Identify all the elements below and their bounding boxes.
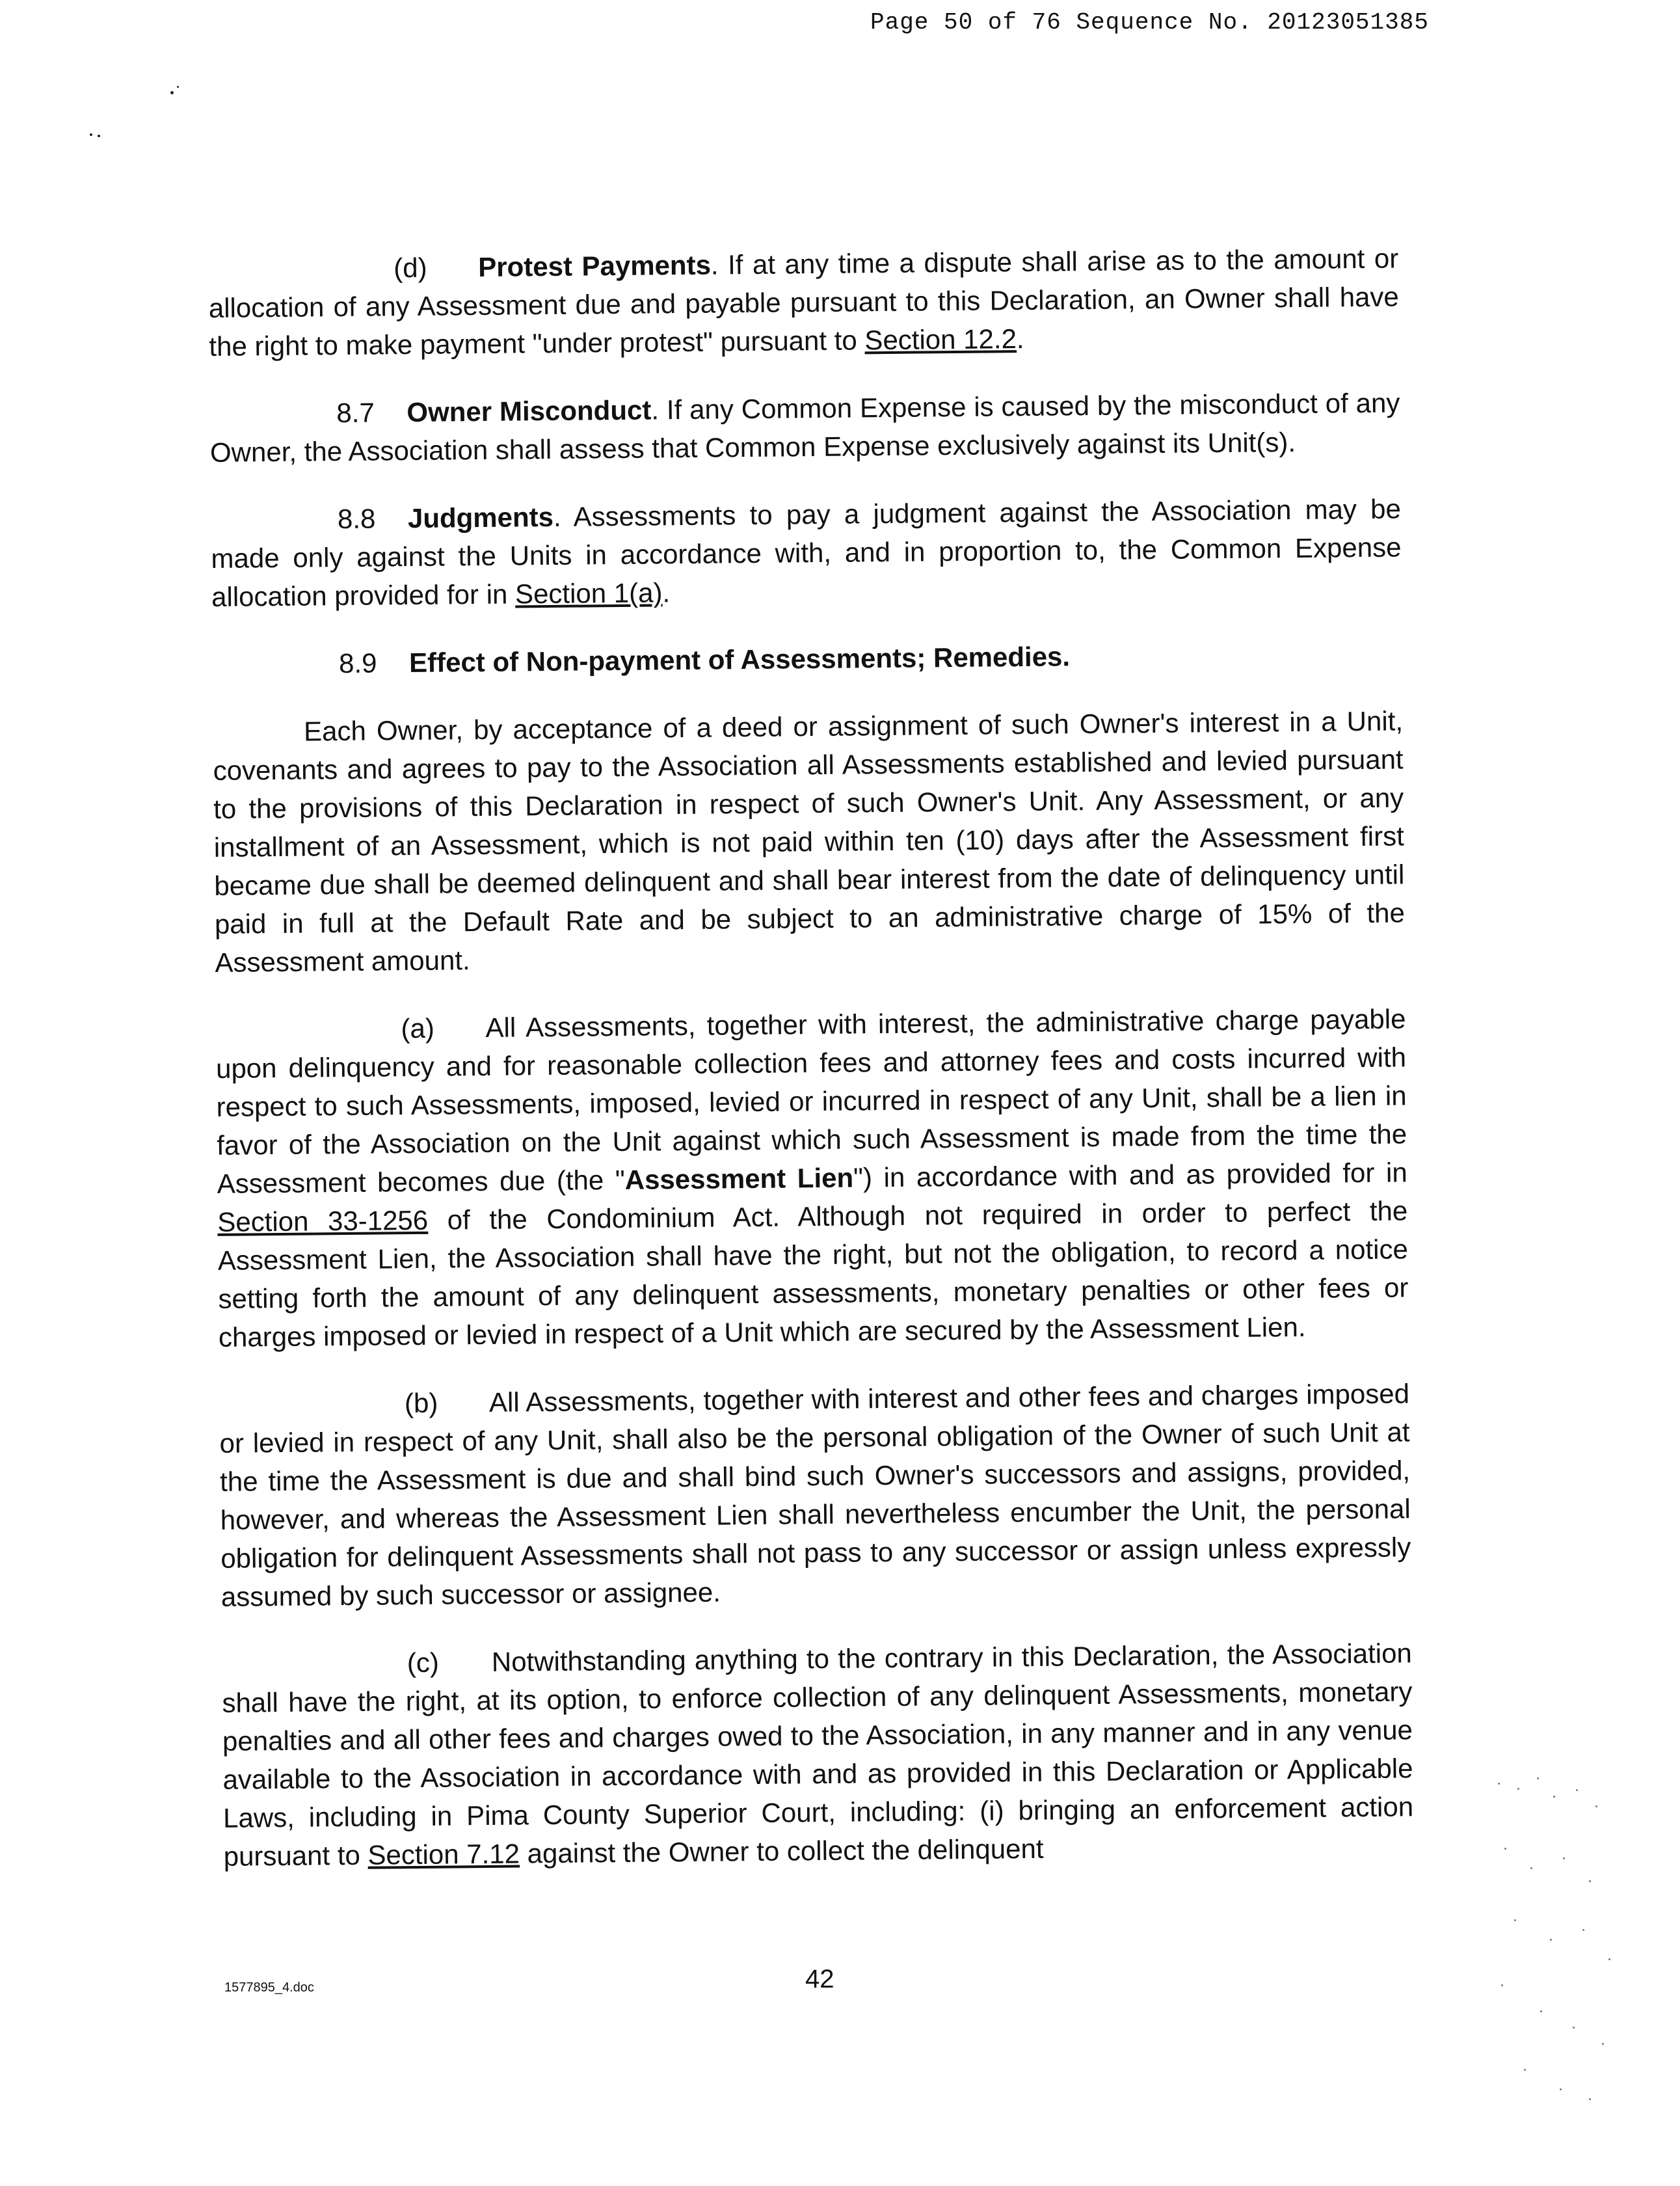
paragraph-text: Each Owner, by acceptance of a deed or assignment of such Owner's interest in a Unit, covenants and agrees to pay to the Association all Assessments established and levied pursuant to the provisions of this Declaration in respect of such Owner's Unit. Any Assessment, or any installment of an Assessment, which is not paid within ten (10) days after the Assessment first became due shall be deemed delinquent and shall bear interest from the date of delinquency until paid in full at the Default Rate and be subject to an administrative charge of 15% of the Assessment amount. — [213, 705, 1406, 978]
paragraph-label: (b) — [404, 1387, 438, 1419]
paragraph-text: All Assessments, together with interest and other fees and charges imposed or levied in respect of any Unit, shall also be the personal obligation of the Owner of such Unit at the time the Assessment is due and shall bind such Owner's successors and assigns, provided, however, and whereas the Assessment Lien shall nevertheless encumber the Unit, the personal obligation for delinquent Assessments shall not pass to any successor or assign unless expressly assumed by such successor or assignee. — [219, 1378, 1411, 1612]
section-reference-link: Section 1(a) — [514, 577, 663, 610]
section-number: 8.8 — [337, 503, 376, 535]
section-reference-link: Section 12.2 — [864, 323, 1017, 356]
section-8-7 — [209, 383, 1400, 472]
defined-term: Assessment Lien — [624, 1162, 854, 1195]
paragraph-label: (c) — [407, 1647, 440, 1679]
paragraph-text: . Assessments to pay a judgment against the Association may be made only against the Units in accordance with, and in proportion to, the Common Expense allocation provided for in — [211, 493, 1402, 612]
page-sequence-header: Page 50 of 76 Sequence No. 20123051385 — [870, 9, 1429, 36]
scan-noise — [1491, 1770, 1628, 2108]
paragraph-text: against the Owner to collect the delinquent — [519, 1833, 1044, 1869]
paragraph-text: All Assessments, together with interest, the administrative charge payable upon delinquency and for reasonable collection fees and attorney fees and costs incurred with respect to such Assessments, imposed, levied or incurred in respect of any Unit, shall be a lien in favor of the Association on the Unit against which such Assessment is made from the time the Assessment becomes due (the " — [215, 1003, 1407, 1199]
paragraph-label: (d) — [393, 252, 427, 284]
paragraph-text: Notwithstanding anything to the contrary in this Declaration, the Association shall have the right, at its option, to enforce collection of any delinquent Assessments, monetary penalties and all other fees and charges owed to the Association, in any manner and in any venue available to the Association in accordance with and as provided in this Declaration or Applicable Laws, including in Pima County Superior Court, including: (i) bringing an enforcement action pursuant to — [222, 1638, 1414, 1872]
section-title: Judgments — [407, 501, 554, 534]
scan-speck — [170, 91, 174, 94]
paragraph-text: . — [662, 577, 671, 608]
section-8-9-heading — [212, 634, 1402, 684]
section-title: Owner Misconduct — [407, 394, 652, 428]
paragraph-label: (a) — [401, 1012, 435, 1044]
page-number: 42 — [805, 1965, 834, 1993]
document-body — [208, 239, 1414, 1904]
section-8-8 — [211, 489, 1402, 616]
section-number: 8.7 — [336, 397, 375, 429]
paragraph-text: . — [1016, 323, 1024, 355]
section-title: Effect of Non-payment of Assessments; Remedies. — [408, 641, 1071, 679]
paragraph-text: of the Condominium Act. Although not required in order to perfect the Assessment Lien, the Association shall have the right, but not the obligation, to record a notice setting forth the amount of any delinquent assessments, monetary penalties or other fees or charges imposed or levied in respect of a Unit which are secured by the Assessment Lien. — [217, 1195, 1409, 1353]
paragraph-b-personal-obligation — [219, 1374, 1411, 1616]
section-number: 8.9 — [338, 647, 377, 679]
scan-speck — [90, 133, 92, 136]
paragraph-owner-covenant — [213, 701, 1406, 982]
section-reference-link: Section 33-1256 — [217, 1204, 429, 1237]
scan-speck — [177, 86, 179, 88]
paragraph-a-assessment-lien — [215, 999, 1409, 1356]
section-title: Protest Payments — [478, 249, 712, 283]
document-id: 1577895_4.doc — [224, 1980, 314, 1995]
paragraph-c-enforcement — [222, 1634, 1414, 1876]
paragraph-text: . If at any time a dispute shall arise as to the amount or allocation of any Assessment due and payable pursuant to this Declaration, an Owner shall have the right to make payment "under protest" pursuant to — [208, 243, 1399, 362]
scan-speck — [98, 135, 100, 137]
section-reference-link: Section 7.12 — [367, 1838, 520, 1870]
paragraph-text: . If any Common Expense is caused by the misconduct of any Owner, the Association shall assess that Common Expense exclusively against its Unit(s). — [209, 387, 1400, 468]
paragraph-protest-payments — [208, 239, 1400, 366]
paragraph-text: ") in accordance with and as provided for in — [853, 1157, 1407, 1193]
